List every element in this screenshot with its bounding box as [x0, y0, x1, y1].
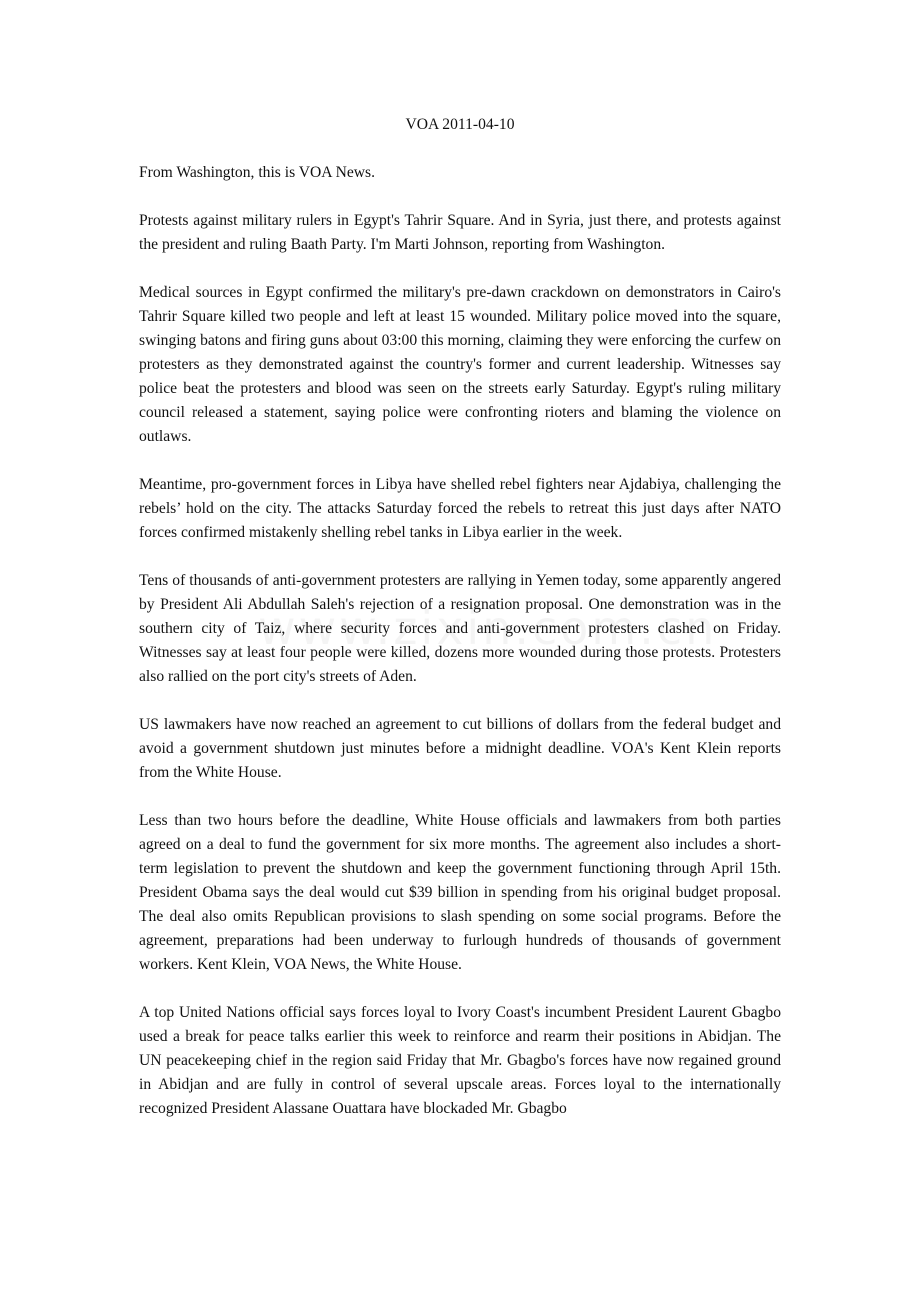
paragraph-ivory-coast: A top United Nations official says forces loyal to Ivory Coast's incumbent President Laurent Gbagbo used a break for peace talks earlier this week to reinforce and rearm their positions in Abidjan. The UN peacekeeping chief in the region said Friday that Mr. Gbagbo's forces have now regained ground in Abidjan and are fully in control of several upscale areas. Forces loyal to the internationally recognized President Alassane Ouattara have blockaded Mr. Gbagbo: [139, 1004, 781, 1117]
paragraph-intro: From Washington, this is VOA News.: [139, 164, 375, 181]
document-body: [139, 113, 781, 1145]
paragraph-headlines: Protests against military rulers in Egypt's Tahrir Square. And in Syria, just there, and protests against the president and ruling Baath Party. I'm Marti Johnson, reporting from Washington.: [139, 212, 781, 253]
paragraph-libya: Meantime, pro-government forces in Libya have shelled rebel fighters near Ajdabiya, challenging the rebels’ hold on the city. The attacks Saturday forced the rebels to retreat this just days after NATO forces confirmed mistakenly shelling rebel tanks in Libya earlier in the week.: [139, 476, 781, 541]
paragraph-us-budget: US lawmakers have now reached an agreement to cut billions of dollars from the federal budget and avoid a government shutdown just minutes before a midnight deadline. VOA's Kent Klein reports from the White House.: [139, 716, 781, 781]
paragraph-yemen: Tens of thousands of anti-government protesters are rallying in Yemen today, some apparently angered by President Ali Abdullah Saleh's rejection of a resignation proposal. One demonstration was in the southern city of Taiz, where security forces and anti-government protesters clashed on Friday. Witnesses say at least four people were killed, dozens more wounded during those protests. Protesters also rallied on the port city's streets of Aden.: [139, 572, 781, 685]
paragraph-budget-deal: Less than two hours before the deadline, White House officials and lawmakers from both parties agreed on a deal to fund the government for six more months. The agreement also includes a short-term legislation to prevent the shutdown and keep the government functioning through April 15th. President Obama says the deal would cut $39 billion in spending from his original budget proposal. The deal also omits Republican provisions to slash spending on some social programs. Before the agreement, preparations had been underway to furlough hundreds of thousands of government workers. Kent Klein, VOA News, the White House.: [139, 812, 781, 973]
document-title: VOA 2011-04-10: [405, 116, 515, 133]
paragraph-egypt: Medical sources in Egypt confirmed the military's pre-dawn crackdown on demonstrators in Cairo's Tahrir Square killed two people and left at least 15 wounded. Military police moved into the square, swinging batons and firing guns about 03:00 this morning, claiming they were enforcing the curfew on protesters as they demonstrated against the country's former and current leadership. Witnesses say police beat the protesters and blood was seen on the streets early Saturday. Egypt's ruling military council released a statement, saying police were confronting rioters and blaming the violence on outlaws.: [139, 284, 781, 445]
